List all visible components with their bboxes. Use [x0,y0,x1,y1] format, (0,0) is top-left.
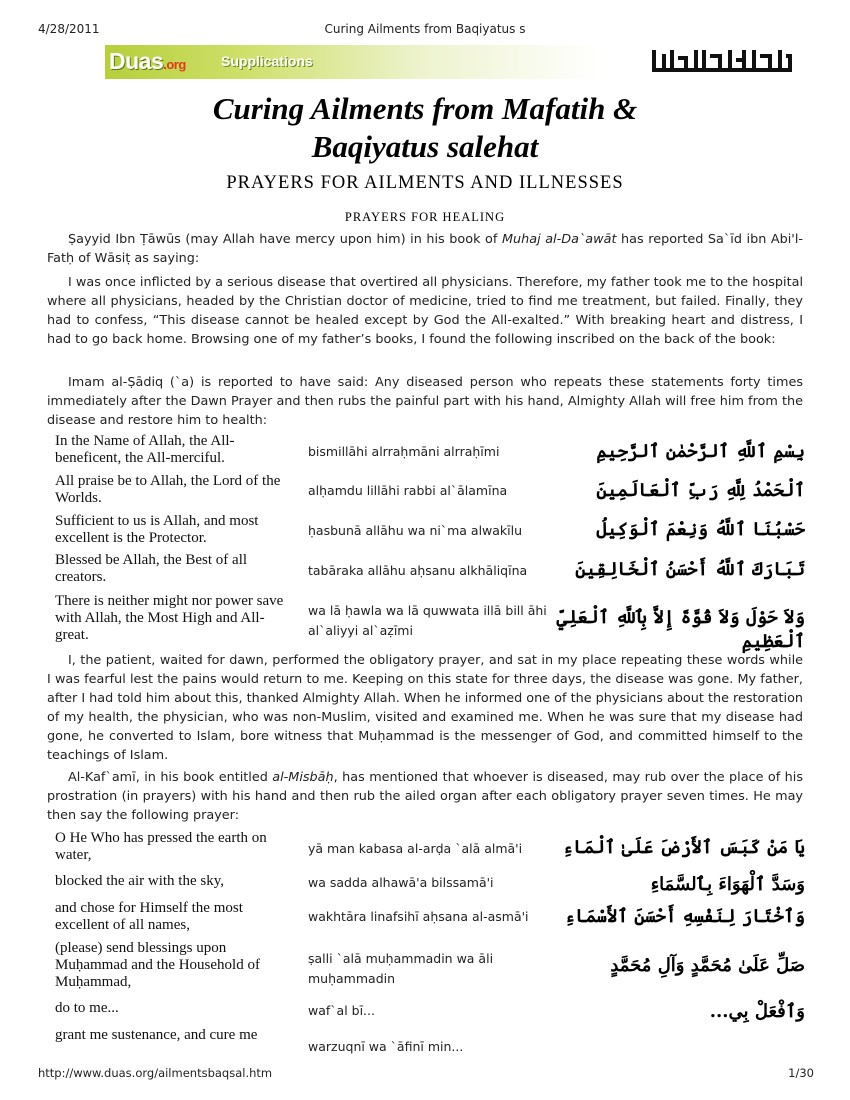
banner-supplications-label: Supplications [221,53,313,69]
paragraph-story: I was once inflicted by a serious disease that overtired all physicians. Therefore, my father took me to the hospital where all physicians, headed by the Christian doctor of medicine, tried to find me treatment, but failed. Finally, they had to confess, “This disease cannot be healed except by God the All-exalted.” With breaking heart and distress, I had to go back home. Browsing one of my father’s books, I found the following inscribed on the back of the book: [47,275,803,347]
arabic-text: ٱلْحَمْدُ لِلَّهِ رَبِّ ٱلْعَالَمِينَ [596,480,805,501]
transliteration-text: ḥasbunā allāhu wa ni`ma alwakīlu [308,523,523,538]
transliteration-text: ṣalli `alā muḥammadin wa āli muḥammadin [308,951,494,986]
section-heading: PRAYERS FOR HEALING [344,210,506,224]
arabic-text: بِسْمِ ٱللَّهِ ٱلرَّحْمٰنِ ٱلرَّحِيمِ [596,441,805,462]
page-number: 1/30 [788,1066,814,1080]
english-text: blocked the air with the sky, [55,873,224,889]
arabic-text: تَبَارَكَ ٱللَّهُ أَحْسَنُ ٱلْخَالِقِينَ [575,559,805,580]
english-text: Sufficient to us is Allah, and most excellent is the Protector. [55,513,259,546]
arabic-text: وَٱخْتَارَ لِنَفْسِهِ أَحْسَنَ ٱلأَسْمَاءِ [564,906,805,927]
arabic-text: حَسْبُنَا ٱللَّهُ وَنِعْمَ ٱلْوَكِيلُ [596,519,805,540]
english-text: do to me... [55,1000,119,1016]
english-text: (please) send blessings upon Muḥammad and the Household of Muḥammad, [55,940,260,990]
transliteration-text: tabāraka allāhu aḥsanu alkhāliqīna [308,563,528,578]
bismillah-calligraphy-icon [648,44,798,78]
paragraph-intro: Ṣayyid Ibn Ṭāwūs (may Allah have mercy upon him) in his book of Muhaj al-Da`awāt has reported Sa`īd ibn Abi'l-Fatḥ of Wāsiṭ as saying: [47,232,803,266]
transliteration-text: warzuqnī wa `āfinī min... [308,1039,464,1054]
english-text: O He Who has pressed the earth on water, [55,830,267,863]
page-subtitle: PRAYERS FOR AILMENTS AND ILLNESSES [226,173,624,193]
paragraph-imam-saying: Imam al-Ṣādiq (`a) is reported to have said: Any diseased person who repeats these statements forty times immediately after the Dawn Prayer and then rubs the painful part with his hand, Almighty Allah will free him from the disease and restore him to health: [47,375,803,428]
page-url-link[interactable]: http://www.duas.org/ailmentsbaqsal.htm [38,1066,273,1080]
english-text: Blessed be Allah, the Best of all creators. [55,552,248,585]
page-title: Curing Ailments from Mafatih & Baqiyatus salehat [212,91,638,164]
arabic-text: وَسَدَّ ٱلْهَوَاءَ بِٱلسَّمَاءِ [650,874,805,895]
print-date: 4/28/2011 [38,22,100,36]
arabic-text: وَٱفْعَلْ بِي... [709,1001,805,1022]
paragraph-kafami: Al-Kaf`amī, in his book entitled al-Misbāḥ, has mentioned that whoever is diseased, may rub over the place of his prostration (in prayers) with his hand and then rub the ailed organ after each obligatory prayer seven times. He may then say the following prayer: [47,770,803,823]
english-text: There is neither might nor power save with Allah, the Most High and All-great. [55,593,284,643]
english-text: grant me sustenance, and cure me [55,1027,258,1043]
site-banner[interactable] [105,45,812,79]
transliteration-text: wakhtāra linafsihī aḥsana al-asmā'i [308,909,529,924]
arabic-text: وَلاَ حَوْلَ وَلاَ قُوَّةَ إِلاَّ بِٱللَّهِ ٱلْعَلِيِّ ٱلْعَظِيمِ [556,607,805,652]
transliteration-text: wa sadda alhawā'a bilssamā'i [308,875,494,890]
arabic-text: صَلِّ عَلَىٰ مُحَمَّدٍ وَآلِ مُحَمَّدٍ [610,955,805,976]
transliteration-text: waf`al bī... [308,1003,375,1018]
english-text: In the Name of Allah, the All-beneficent, the All-merciful. [55,433,235,466]
paragraph-outcome: I, the patient, waited for dawn, performed the obligatory prayer, and sat in my place repeating these words while I was fearful lest the pains would return to me. Keeping on this state for three days, the disease was gone. My father, after I had told him about this, thanked Almighty Allah. When he informed one of the physicians about the restoration of my health, the physician, who was non-Muslim, visited and examined me. When he was sure that my disease had gone, he converted to Islam, bore witness that Muḥammad is the messenger of God, and committed himself to the teachings of Islam. [47,653,804,763]
transliteration-text: wa lā ḥawla wa lā quwwata illā bill āhi al`aliyyi al`aẓīmi [308,603,547,638]
arabic-text: يَا مَنْ كَبَسَ ٱلأَرْضَ عَلَىٰ ٱلْمَاءِ [562,837,805,858]
print-page-title: Curing Ailments from Baqiyatus s [324,22,526,36]
transliteration-text: bismillāhi alrraḥmāni alrraḥīmi [308,444,500,459]
duas-logo[interactable]: Duas.org [109,48,186,74]
english-text: and chose for Himself the most excellent of all names, [55,900,243,933]
transliteration-text: yā man kabasa al-arḍa `alā almā'i [308,841,523,856]
transliteration-text: alḥamdu lillāhi rabbi al`ālamīna [308,483,508,498]
english-text: All praise be to Allah, the Lord of the Worlds. [55,473,281,506]
